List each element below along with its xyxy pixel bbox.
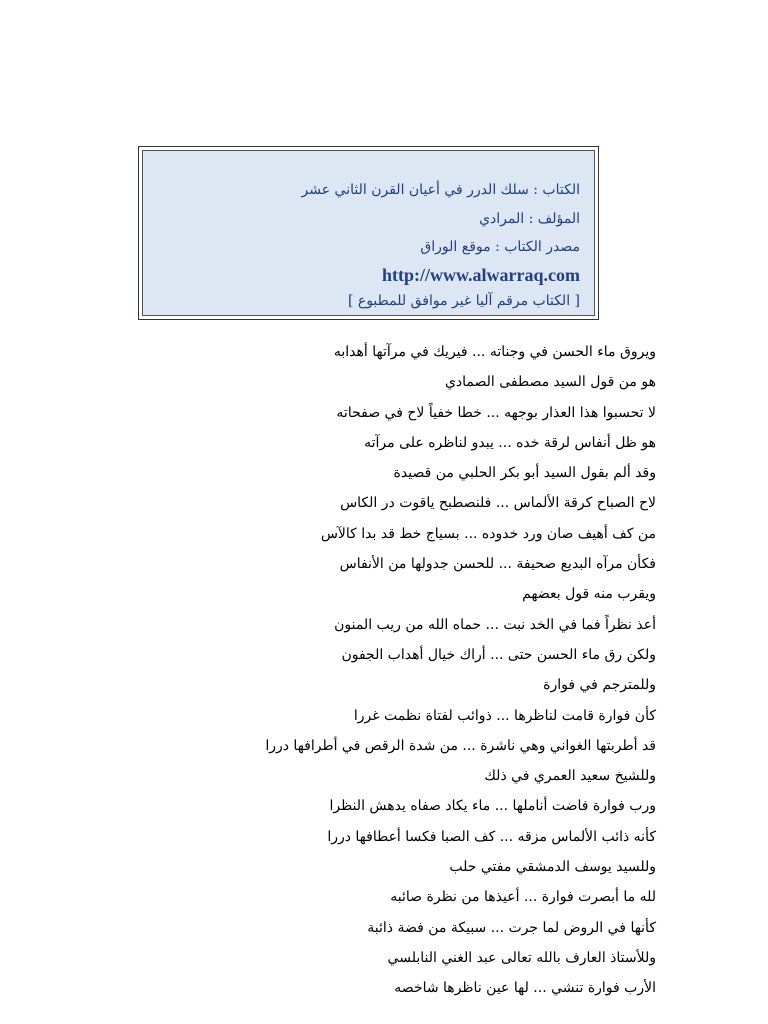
text-line: وللسيد يوسف الدمشقي مفتي حلب <box>449 859 656 876</box>
book-info-box <box>138 146 599 320</box>
text-line: ويروق ماء الحسن في وجناته ... فيريك في مرآتها أهدابه <box>333 344 656 360</box>
book-source: مصدر الكتاب : موقع الوراق <box>420 239 580 255</box>
text-line: وقد ألم بقول السيد أبو بكر الحلبي من قصيدة <box>393 465 656 482</box>
text-line: فكأن مرآه البديع صحيفة ... للحسن جدولها من الأنفاس <box>339 556 656 573</box>
book-info-panel <box>142 150 595 316</box>
text-line: لاح الصباح كرقة الألماس ... فلنصطبح ياقوت در الكاس <box>340 495 656 512</box>
text-line: وللمترجم في فوارة <box>543 677 656 694</box>
book-author: المؤلف : المرادي <box>479 211 580 227</box>
numbering-note: [ الكتاب مرقم آليا غير موافق للمطبوع ] <box>347 293 580 309</box>
text-line: هو ظل أنفاس لرقة خده ... يبدو لناظره على مرآته <box>364 434 656 451</box>
text-line: ويقرب منه قول بعضهم <box>522 586 656 603</box>
text-line: وللشيخ سعيد العمري في ذلك <box>484 768 656 785</box>
text-line: الأرب فوارة تنشي ... لها عين ناظرها شاخصه <box>394 980 656 997</box>
text-line: ورب فوارة فاضت أناملها ... ماء يكاد صفاه يدهش النظرا <box>329 798 656 815</box>
text-line: وللأستاذ العارف بالله تعالى عبد الغني النابلسي <box>387 949 656 966</box>
text-line: كأنه ذائب الألماس مزقه ... كف الصبا فكسا أعطافها دررا <box>327 828 656 845</box>
text-line: كأنها في الروض لما جرت ... سبيكة من فضة ذائبة <box>367 919 656 936</box>
text-line: هو من قول السيد مصطفى الصمادي <box>444 374 656 391</box>
text-line: كأن فوارة قامت لناظرها ... ذوائب لفتاة نظمت غررا <box>353 707 656 724</box>
document-body <box>136 337 656 1004</box>
text-line: لا تحسبوا هذا العذار بوجهه ... خطا خفياً لاح في صفحاته <box>336 404 656 421</box>
text-line: لله ما أبصرت فوارة ... أعيذها من نظرة صائبه <box>390 889 656 906</box>
text-line: أعذ نظراً فما في الخد نبت ... حماه الله من ريب المنون <box>334 616 656 633</box>
text-line: قد أطربتها الغواني وهي ناشرة ... من شدة الرقص في أطرافها دررا <box>265 737 656 754</box>
book-title: الكتاب : سلك الدرر في أعيان القرن الثاني عشر <box>301 182 580 198</box>
text-line: من كف أهيف صان ورد خدوده ... بسياج خط قد بدا كالآس <box>320 525 656 542</box>
source-url-link[interactable]: http://www.alwarraq.com <box>382 265 580 285</box>
text-line: ولكن رق ماء الحسن حتى ... أراك خيال أهداب الجفون <box>341 646 656 663</box>
